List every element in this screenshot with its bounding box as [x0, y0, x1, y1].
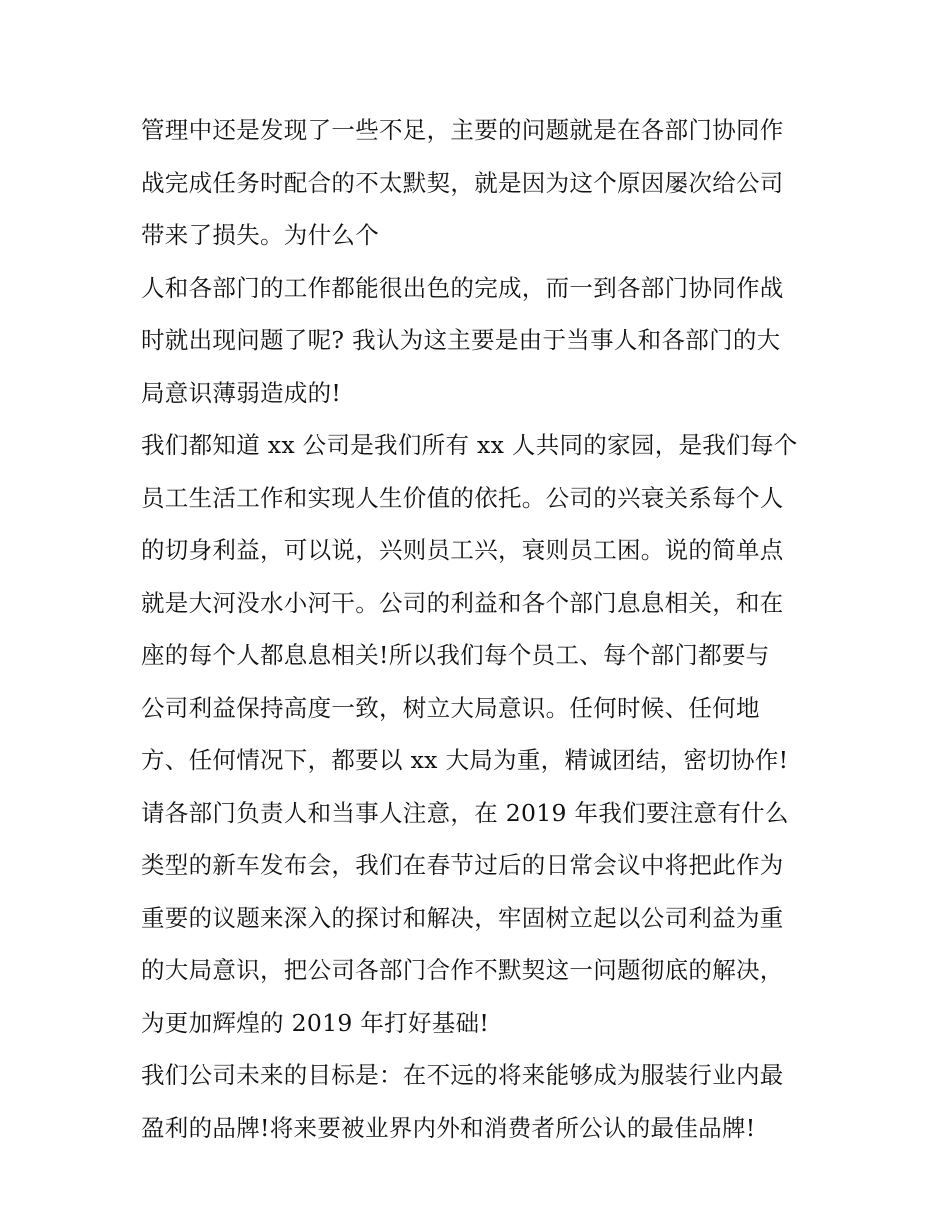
text-line: 公司利益保持高度一致，树立大局意识。任何时候、任何地 [141, 693, 760, 722]
text-line: 盈利的品牌!将来要被业界内外和消费者所公认的最佳品牌! [141, 1113, 756, 1142]
text-line: 方、任何情况下，都要以 xx 大局为重，精诚团结，密切协作! [141, 746, 789, 774]
text-line: 座的每个人都息息相关!所以我们每个员工、每个部门都要与 [141, 641, 770, 669]
text-line: 为更加辉煌的 2019 年打好基础! [141, 1008, 490, 1037]
text-line: 带来了损失。为什么个 [141, 221, 379, 249]
text-line: 的大局意识，把公司各部门合作不默契这一问题彻底的解决， [141, 956, 784, 984]
text-line: 战完成任务时配合的不太默契，就是因为这个原因屡次给公司 [141, 168, 784, 197]
text-line: 的切身利益，可以说，兴则员工兴，衰则员工困。说的简单点 [141, 536, 784, 564]
text-line: 我们都知道 xx 公司是我们所有 xx 人共同的家园，是我们每个 [141, 431, 798, 459]
text-line: 请各部门负责人和当事人注意，在 2019 年我们要注意有什么 [141, 798, 789, 827]
text-line: 就是大河没水小河干。公司的利益和各个部门息息相关，和在 [141, 588, 784, 617]
text-line: 重要的议题来深入的探讨和解决，牢固树立起以公司利益为重 [141, 903, 784, 932]
text-line: 时就出现问题了呢? 我认为这主要是由于当事人和各部门的大 [141, 326, 781, 354]
text-line: 局意识薄弱造成的! [141, 378, 342, 407]
text-line: 类型的新车发布会，我们在春节过后的日常会议中将把此作为 [141, 851, 784, 879]
text-line: 我们公司未来的目标是：在不远的将来能够成为服装行业内最 [141, 1061, 784, 1089]
text-line: 管理中还是发现了一些不足，主要的问题就是在各部门协同作 [141, 116, 784, 144]
text-line: 人和各部门的工作都能很出色的完成，而一到各部门协同作战 [141, 273, 784, 302]
body-text [141, 104, 821, 1154]
text-line: 员工生活工作和实现人生价值的依托。公司的兴衰关系每个人 [141, 483, 784, 512]
